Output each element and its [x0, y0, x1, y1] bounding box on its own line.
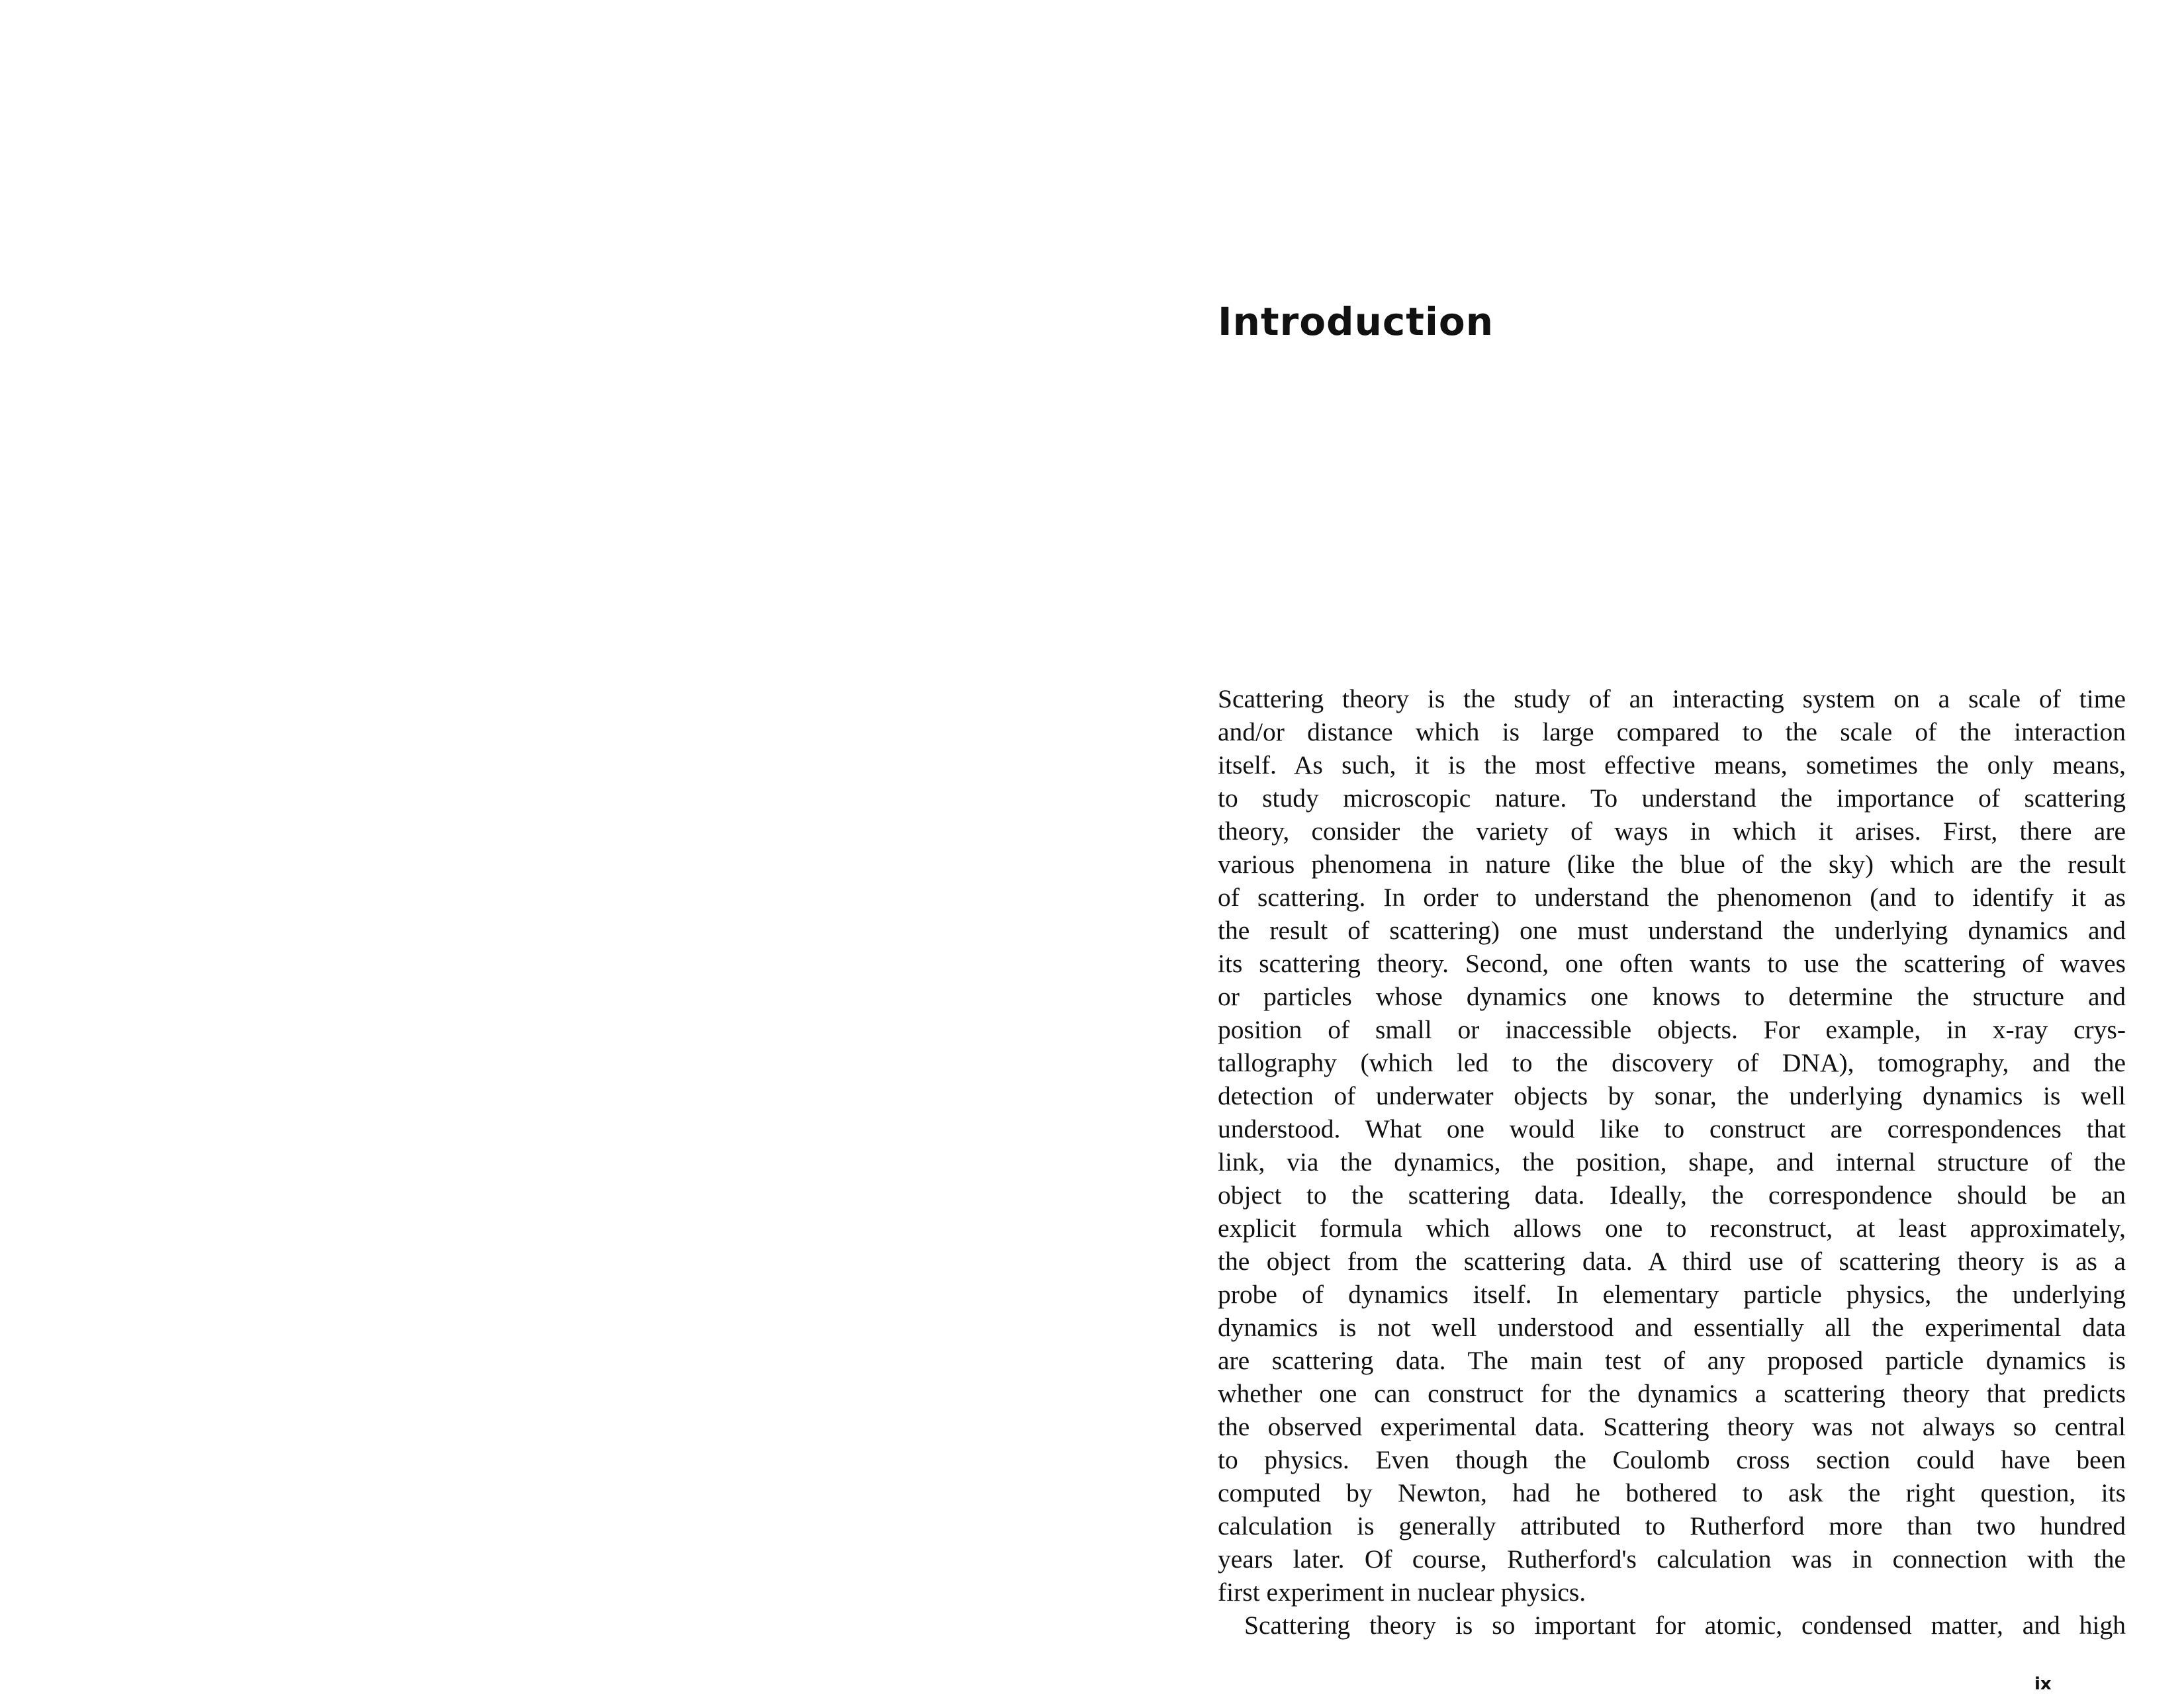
body-line: Scattering theory is so important for atomic, condensed matter, and high	[1244, 1611, 2126, 1640]
body-line: link, via the dynamics, the position, shape, and internal structure of the	[1218, 1147, 2126, 1177]
body-paragraphs	[1218, 682, 2126, 1642]
body-line: detection of underwater objects by sonar, the underlying dynamics is well	[1218, 1081, 2126, 1110]
body-line: Scattering theory is the study of an interacting system on a scale of time	[1218, 684, 2126, 713]
body-line: years later. Of course, Rutherford's calculation was in connection with the	[1218, 1544, 2126, 1574]
body-line: to study microscopic nature. To understand the importance of scattering	[1218, 783, 2126, 813]
body-line: first experiment in nuclear physics.	[1218, 1578, 1586, 1607]
body-line: probe of dynamics itself. In elementary particle physics, the underlying	[1218, 1280, 2126, 1309]
body-line: computed by Newton, had he bothered to ask the right question, its	[1218, 1478, 2126, 1507]
body-line: are scattering data. The main test of any proposed particle dynamics is	[1218, 1346, 2126, 1375]
body-line: to physics. Even though the Coulomb cross section could have been	[1218, 1445, 2126, 1474]
body-line: and/or distance which is large compared to the scale of the interaction	[1218, 717, 2126, 746]
body-line: the observed experimental data. Scattering theory was not always so central	[1218, 1412, 2126, 1441]
body-line: whether one can construct for the dynamics a scattering theory that predicts	[1218, 1379, 2126, 1408]
body-line: understood. What one would like to construct are correspondences that	[1218, 1114, 2126, 1143]
body-line: itself. As such, it is the most effective means, sometimes the only means,	[1218, 750, 2126, 780]
body-line: object to the scattering data. Ideally, the correspondence should be an	[1218, 1181, 2126, 1210]
body-line: the result of scattering) one must understand the underlying dynamics and	[1218, 916, 2126, 945]
body-line: calculation is generally attributed to Rutherford more than two hundred	[1218, 1511, 2126, 1540]
body-line: tallography (which led to the discovery of DNA), tomography, and the	[1218, 1048, 2126, 1077]
left-blank-page	[0, 0, 1092, 1689]
body-line: its scattering theory. Second, one often wants to use the scattering of waves	[1218, 949, 2126, 978]
body-line: of scattering. In order to understand the phenomenon (and to identify it as	[1218, 883, 2126, 912]
body-line: various phenomena in nature (like the blue of the sky) which are the result	[1218, 850, 2126, 879]
right-page	[1092, 0, 2184, 1694]
body-line: the object from the scattering data. A third use of scattering theory is as a	[1218, 1247, 2126, 1276]
body-line: dynamics is not well understood and essentially all the experimental data	[1218, 1313, 2126, 1342]
body-line: position of small or inaccessible objects. For example, in x-ray crys-	[1218, 1015, 2126, 1044]
body-line: or particles whose dynamics one knows to determine the structure and	[1218, 982, 2126, 1011]
body-line: theory, consider the variety of ways in which it arises. First, there are	[1218, 817, 2126, 846]
chapter-title: Introduction	[1218, 299, 1494, 344]
page-number: ix	[2034, 1674, 2052, 1694]
body-line: explicit formula which allows one to reconstruct, at least approximately,	[1218, 1214, 2126, 1243]
